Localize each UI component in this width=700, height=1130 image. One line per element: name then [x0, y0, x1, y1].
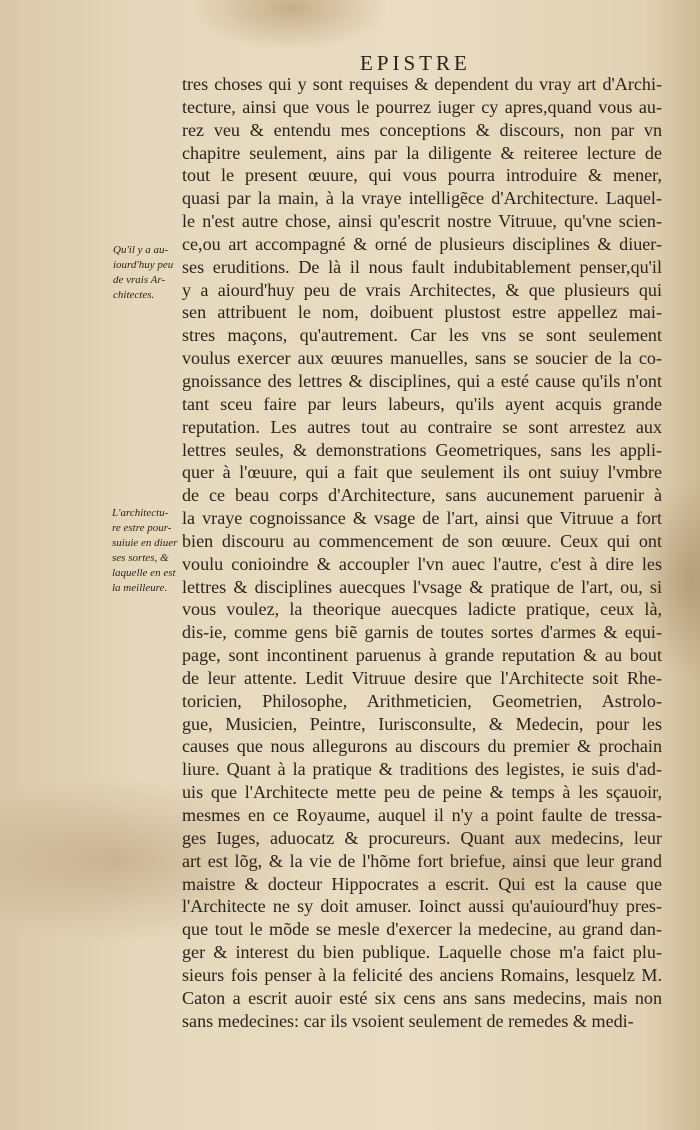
text-line: causes que nous allegurons au discours du premier & prochain [182, 736, 662, 757]
text-line: tres choses qui y sont requises & dependent du vray art d'Archi- [182, 74, 662, 94]
text-line: rez veu & entendu mes conceptions & discours, non par vn [182, 119, 662, 140]
text-line: uis que l'Architecte mette peu de peine & temps à les sçauoir, [182, 782, 662, 803]
margin-note-architecture-pursuits [112, 506, 177, 596]
text-line: ger & interest du bien publique. Laquelle chose m'a faict plu- [182, 942, 662, 963]
text-line: chapitre seulement, ains par la diligente & reiteree lecture de [182, 142, 662, 163]
text-line: tecture, ainsi que vous le pourrez iuger cy apres,quand vous au- [182, 96, 662, 117]
text-line: toricien, Philosophe, Arithmeticien, Geometrien, Astrolo- [182, 690, 662, 711]
margin-note-architects [113, 243, 173, 303]
text-line: vous voulez, la theorique auecques ladicte pratique, ceux là, [182, 599, 662, 620]
text-line: tout le present œuure, qui vous pourra introduire & mener, [182, 165, 662, 186]
text-line: lettres & disciplines auecques l'vsage & pratique de l'art, ou, si [182, 576, 662, 597]
text-line: y a aiourd'huy peu de vrais Architectes, & que plusieurs qui [182, 279, 662, 300]
text-line: sieurs fois penser à la felicité des anciens Romains, lesquelz M. [182, 964, 662, 985]
text-line: page, sont incontinent paruenus à grande reputation & au bout [182, 645, 662, 666]
text-line: que tout le mõde se mesle d'exercer la medecine, au grand dan- [182, 919, 662, 940]
margin-note-line: laquelle en est [112, 567, 176, 579]
text-line: dis-ie, comme gens biẽ garnis de toutes sortes d'armes & equi- [182, 622, 662, 643]
text-line: reputation. Les autres tout au contraire se sont arrestez aux [182, 416, 662, 437]
margin-note-line: la meilleure. [112, 582, 168, 594]
text-line: mesmes en ce Royaume, auquel il n'y a point faulte de tressa- [182, 805, 662, 825]
text-line: tant sceu faire par leurs labeurs, qu'ils ayent acquis grande [182, 393, 662, 414]
text-line: sans medecines: car ils vsoient seulement de remedes & medi- [182, 1010, 634, 1031]
text-line: le n'est autre chose, ainsi qu'escrit nostre Vitruue, qu'vne scien- [182, 211, 662, 232]
text-line: liure. Quant à la pratique & traditions des legistes, ie suis d'ad- [182, 759, 662, 780]
text-line: gnoissance des lettres & disciplines, qui a esté cause qu'ils n'ont [182, 370, 662, 391]
text-line: sen attribuent le nom, doibuent plustost estre appellez mai- [182, 302, 662, 323]
text-line: gue, Musicien, Peintre, Iurisconsulte, & Medecin, pour les [182, 713, 662, 734]
margin-note-line: L'architectu- [112, 507, 169, 519]
margin-note-line: chitectes. [113, 289, 155, 301]
text-line: quasi par la main, à la vraye intelligẽce d'Architecture. Laquel- [182, 188, 662, 209]
text-line: l'Architecte ne sy doit amuser. Ioinct aussi qu'auiourd'huy pres- [182, 896, 662, 917]
margin-note-line: suiuie en diuer [112, 537, 178, 549]
text-line: ses eruditions. De là il nous fault indubitablement penser,qu'il [182, 256, 662, 277]
text-line: bien discouru au commencement de son œuure. Ceux qui ont [182, 530, 662, 551]
text-line: maistre & docteur Hippocrates a escrit. Qui est la cause que [182, 873, 662, 894]
margin-note-line: Qu'il y a au- [113, 244, 169, 256]
text-line: lettres seules, & demonstrations Geometriques, sans les appli- [182, 439, 662, 460]
text-line: Caton a escrit auoir esté six cens ans sans medecins, mais non [182, 987, 662, 1008]
text-line: ce,ou art accompagné & orné de plusieurs disciplines & diuer- [182, 233, 662, 254]
text-line: ges Iuges, aduocatz & procureurs. Quant aux medecins, leur [182, 827, 662, 848]
margin-note-line: re estre pour- [112, 522, 172, 534]
margin-note-line: ses sortes, & [112, 552, 169, 564]
body-text [182, 73, 662, 1032]
text-line: stres maçons, qu'autrement. Car les vns se sont seulement [182, 325, 662, 346]
margin-note-line: iourd'huy peu [113, 259, 174, 271]
text-line: de leur attente. Ledit Vitruue desire que l'Architecte soit Rhe- [182, 667, 662, 688]
text-line: voulus exercer aux œuures manuelles, sans se soucier de la co- [182, 348, 662, 369]
text-line: quer à l'œuure, qui a fait que seulement ils ont suiuy l'vmbre [182, 462, 662, 483]
margin-note-line: de vrais Ar- [113, 274, 166, 286]
text-line: art est lõg, & la vie de l'hõme fort briefue, ainsi que leur grand [182, 850, 662, 871]
running-head: EPISTRE [360, 51, 471, 75]
text-line: voulu conioindre & accoupler l'vn auec l'autre, c'est à dire les [182, 553, 662, 574]
text-line: la vraye cognoissance & vsage de l'art, ainsi que Vitruue a fort [182, 508, 662, 529]
text-line: de ce beau corps d'Architecture, sans aucunement paruenir à [182, 485, 662, 506]
